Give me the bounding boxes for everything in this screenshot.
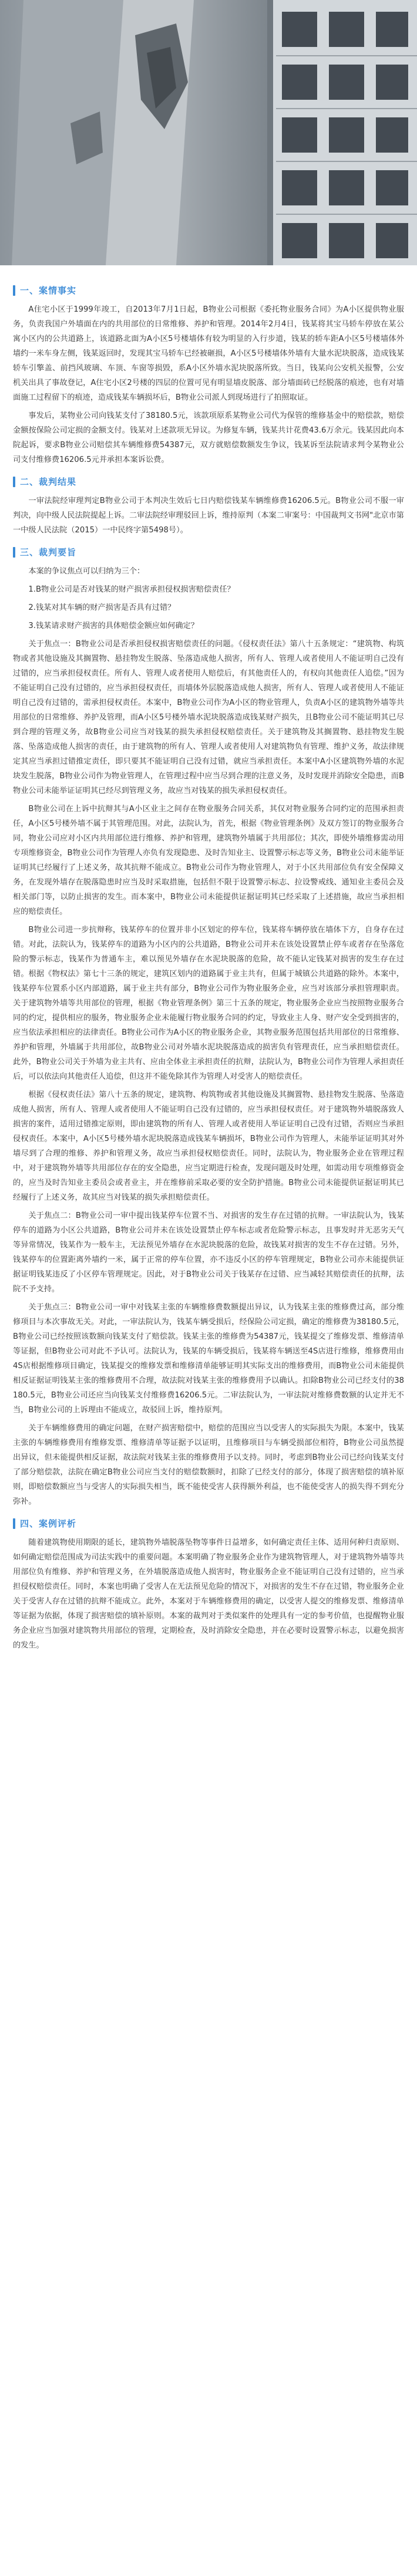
analysis-paragraph: 关于焦点二：B物业公司一审中提出钱某停车位置不当、对损害的发生存在过错的抗辩。一审法院认为，钱某停车的道路为小区公共道路，B物业公司并未在该处设置禁止停车标志或者危险警示标志，且事发时并无恶劣天气等异常情况，钱某作为一般车主，无法预见外墙存在水泥块脱落的危险，故钱某对损害的发生不存在过错。另外，钱某停车的位置距离外墙约一米，属于正常的停车位置，亦不违反小区的停车管理规定，B物业公司亦未能提供证据证明钱某违反了小区停车管理规定。因此，对于B物业公司关于钱某存在过错、应当减轻其赔偿责任的抗辩，法院不予支持。 (13, 1211, 404, 1294)
hero-photo (0, 0, 417, 265)
footer-spacer (13, 1656, 404, 1680)
section-notes-header (13, 1517, 404, 1530)
analysis-paragraph: B物业公司在上诉中抗辩其与A小区业主之间存在物业服务合同关系，其仅对物业服务合同约定的范围承担责任，A小区5号楼外墙不属于其管理范围。对此，法院认为，首先，根据《物业管理条例》及双方签订的物业服务合同，物业公司应对小区内共用部位进行维修、养护和管理，建筑物外墙属于共用部位；其次，即使外墙维修需动用专项维修资金，B物业公司作为管理人亦负有发现隐患、及时告知业主、设置警示标志等义务，B物业公司未能举证证明其已经履行了上述义务，故其抗辩不能成立。B物业公司作为物业管理人，对于小区共用部位负有安全保障义务，在发现外墙存在脱落隐患时应当及时采取措施，包括但不限于设置警示标志、拉设警戒线、通知业主委员会及相关部门等，以防止损害的发生。而本案中，B物业公司未能提供证据证明其已经采取了上述措施，故应当承担相应的赔偿责任。 (13, 805, 404, 916)
facts-paragraph: 事发后，某物业公司向钱某支付了38180.5元，该款项原系某物业公司代为保管的维修基金中的赔偿款，赔偿金额按保险公司定损的金额支付。钱某对上述款项无异议。为修复车辆，钱某共计花费43.6万余元。钱某因此向本院起诉，要求B物业公司赔偿其车辆维修费54387元，双方就赔偿数额发生争议，钱某诉至法院请求判令某物业公司支付维修费16206.5元并承担本案诉讼费。 (13, 411, 404, 464)
section-ruling-title: 二、裁判结果 (20, 477, 77, 487)
analysis-paragraph: 根据《侵权责任法》第八十五条的规定，建筑物、构筑物或者其他设施及其搁置物、悬挂物发生脱落、坠落造成他人损害，所有人、管理人或者使用人不能证明自己没有过错的，应当承担侵权责任。对于建筑物外墙脱落致人损害的案件，适用过错推定原则，即由建筑物的所有人、管理人或者使用人举证证明自己没有过错，否则应当承担侵权责任。本案中，A小区5号楼外墙水泥块脱落造成钱某车辆损坏，B物业公司作为管理人，未能举证证明其对外墙尽到了合理的维修、养护和管理义务，故应当承担侵权赔偿责任。同时，法院认为，物业服务企业在管理过程中，对于建筑物外墙等共用部位存在的安全隐患，应当定期进行检查，发现问题及时处理，如需动用专项维修资金的，应当及时告知业主委员会或者业主，并在维修前采取必要的安全防护措施。B物业公司未能提供证据证明其已经履行了上述义务，故其应当对钱某的损失承担赔偿责任。 (13, 1091, 404, 1202)
analysis-issue: 1.B物业公司是否对钱某的财产损害承担侵权损害赔偿责任？ (28, 585, 235, 594)
section-facts-header (13, 284, 404, 296)
section-analysis-title: 三、裁判要旨 (20, 547, 77, 558)
analysis-paragraph: B物业公司进一步抗辩称，钱某停车的位置并非小区划定的停车位，钱某将车辆停放在墙体下方，自身存在过错。对此，法院认为，钱某停车的道路为小区内的公共道路，B物业公司并未在该处设置禁止停车或者存在坠落危险的警示标志，钱某作为普通车主，难以预见外墙存在水泥块脱落的危险，故不能认定钱某对损害的发生存在过错。根据《物权法》第七十三条的规定，建筑区划内的道路属于业主共有，但属于城镇公共道路的除外。本案中，钱某停车位置系小区内部道路，属于业主共有部分，B物业公司作为物业服务企业，应当对该部分承担管理职责。关于建筑物外墙等共用部位的管理，根据《物业管理条例》第三十五条的规定，物业服务企业应当按照物业服务合同的约定，提供相应的服务，物业服务企业未能履行物业服务合同的约定，导致业主人身、财产安全受到损害的，应当依法承担相应的法律责任。B物业公司作为A小区的物业服务企业，其物业服务范围包括共用部位的日常维修、养护和管理，外墙属于共用部位，故B物业公司对外墙水泥块脱落造成的损害负有管理责任，应当承担赔偿责任。此外，B物业公司关于外墙为业主共有、应由全体业主承担责任的抗辩，法院认为，B物业公司作为管理人承担责任后，可以依法向其他责任人追偿，但这并不能免除其作为管理人对受害人的赔偿责任。 (13, 926, 404, 1081)
section-marker (13, 547, 15, 558)
analysis-paragraph: 关于焦点三：B物业公司一审中对钱某主张的车辆维修费数额提出异议，认为钱某主张的维修费过高，部分维修项目与本次事故无关。对此，一审法院认为，钱某车辆受损后，经保险公司定损，确定的维修费为38180.5元，B物业公司已经按照该数额向钱某支付了赔偿款。钱某主张的维修费为54387元，钱某提交了维修发票、维修清单等证据，但B物业公司对此不予认可。法院认为，钱某的车辆受损后，钱某将车辆送至4S店进行维修，维修费用由4S店根据维修项目确定，钱某提交的维修发票和维修清单能够证明其实际支出的维修费用，而B物业公司未能提供相反证据证明钱某主张的维修费用不合理，故法院对钱某主张的维修费用予以确认。扣除B物业公司已经支付的38180.5元，B物业公司还应当向钱某支付维修费16206.5元。二审法院认为，一审法院对维修费数额的认定并无不当，B物业公司的上诉理由不能成立，故驳回上诉，维持原判。 (13, 1303, 404, 1414)
building-facade-image (0, 0, 417, 265)
section-analysis-header (13, 546, 404, 558)
section-marker (13, 477, 15, 487)
section-notes-title: 四、案例评析 (20, 1518, 77, 1529)
analysis-paragraph: 关于焦点一：B物业公司是否承担侵权损害赔偿责任的问题。《侵权责任法》第八十五条规定：“建筑物、构筑物或者其他设施及其搁置物、悬挂物发生脱落、坠落造成他人损害，所有人、管理人或者使用人不能证明自己没有过错的，应当承担侵权责任。所有人、管理人或者使用人赔偿后，有其他责任人的，有权向其他责任人追偿。”因为不能证明自己没有过错的，应当承担侵权责任，而墙体外层脱落造成他人损害，所有人、管理人或者使用人不能证明自己没有过错的，需承担侵权责任。本案中，B物业公司作为A小区的物业管理人，负责A小区的建筑物外墙等共用部位的日常维修、养护及管理，而A小区5号楼外墙水泥块脱落造成钱某财产损失，且B物业公司不能证明其已尽到合理的管理义务，故B物业公司应当对钱某的损失承担侵权赔偿责任。关于建筑物及其搁置物、悬挂物发生脱落、坠落造成他人损害的责任，由于建筑物的所有人、管理人或者使用人对建筑物负有管理、维护义务，故法律规定其应当承担过错推定责任，即只要其不能证明自己没有过错，就应当承担责任。本案中A小区建筑物外墙的水泥块发生脱落，B物业公司作为物业管理人，在管理过程中应当尽到合理的注意义务，及时发现并消除安全隐患，而B物业公司未能举证证明其已经尽到管理义务，故应当对钱某的损失承担侵权责任。 (13, 640, 404, 795)
section-facts-title: 一、案情事实 (20, 285, 77, 296)
analysis-paragraph: 关于车辆维修费用的确定问题，在财产损害赔偿中，赔偿的范围应当以受害人的实际损失为限。本案中，钱某主张的车辆维修费用有维修发票、维修清单等证据予以证明，且维修项目与车辆受损部位相符，B物业公司虽然提出异议，但未能提供相反证据，故法院对钱某主张的维修费用予以支持。同时，考虑到B物业公司已经向钱某支付了部分赔偿款，法院在确定B物业公司应当支付的赔偿数额时，扣除了已经支付的部分，体现了损害赔偿的填补原则，即赔偿数额应当与受害人的实际损失相当，既不能使受害人获得额外利益，也不能使受害人的损失得不到充分弥补。 (13, 1424, 404, 1506)
analysis-paragraph: 本案的争议焦点可以归纳为三个： (28, 567, 145, 576)
section-marker (13, 285, 15, 296)
article-body (0, 265, 417, 1680)
facts-paragraph: A住宅小区于1999年竣工，自2013年7月1日起，B物业公司根据《委托物业服务合同》为A小区提供物业服务，负责我国户外墙面在内的共用部位的日常维修、养护和管理。2014年2月4日，钱某将其宝马轿车停放在某公寓小区内的公共道路上，该道路北面为A小区5号楼墙体有较为明显的入行步道，钱某的轿车距A小区5号楼墙体外墙约一米车身左侧，钱某返回时，发现其宝马轿车已经被砸损，A小区5号楼墙体外墙有大量水泥块脱落，造成钱某轿车引擎盖、前挡风玻璃、车顶、车窗等损毁，系A小区外墙水泥块脱落所致。当日，钱某向公安机关报警，公安机关出具了事故登记，A住宅小区2号楼的四层的位置可见有明显墙皮脱落、部分墙面砖已经脱落的痕迹，也有对墙面施工过程留下的痕迹，造成钱某车辆损坏后，B物业公司派人到现场进行了拍照取证。 (13, 305, 404, 402)
section-marker (13, 1518, 15, 1529)
notes-paragraph: 随着建筑物使用期限的延长，建筑物外墙脱落坠物等事件日益增多，如何确定责任主体、适用何种归责原则、如何确定赔偿范围成为司法实践中的重要问题。本案明确了物业服务企业作为建筑物管理人，对于建筑物外墙等共用部位负有维修、养护和管理义务，在外墙脱落造成他人损害时，物业服务企业不能证明自己没有过错的，应当承担侵权赔偿责任。同时，本案也明确了受害人在无法预见危险的情况下，对损害的发生不存在过错，物业服务企业关于受害人存在过错的抗辩不能成立。此外，本案对于车辆维修费用的确定，以受害人提交的维修发票、维修清单等证据为依据，体现了损害赔偿的填补原则。本案的裁判对于类似案件的处理具有一定的参考价值，也提醒物业服务企业应当加强对建筑物共用部位的管理，定期检查，及时消除安全隐患，并在必要时设置警示标志，以避免损害的发生。 (13, 1538, 404, 1650)
section-ruling-header (13, 475, 404, 488)
analysis-issue: 2.钱某对其车辆的财产损害是否具有过错？ (28, 603, 176, 612)
analysis-issue: 3.钱某请求财产损害的具体赔偿金额应如何确定？ (28, 622, 199, 630)
ruling-paragraph: 一审法院经审理判定B物业公司于本判决生效后七日内赔偿钱某车辆维修费16206.5元。B物业公司不服一审判决，向中级人民法院提起上诉。二审法院经审理驳回上诉，维持原判（本案二审案号：中国裁判文书网"北京市第一中级人民法院（2015）一中民终字第5498号）。 (13, 497, 404, 535)
